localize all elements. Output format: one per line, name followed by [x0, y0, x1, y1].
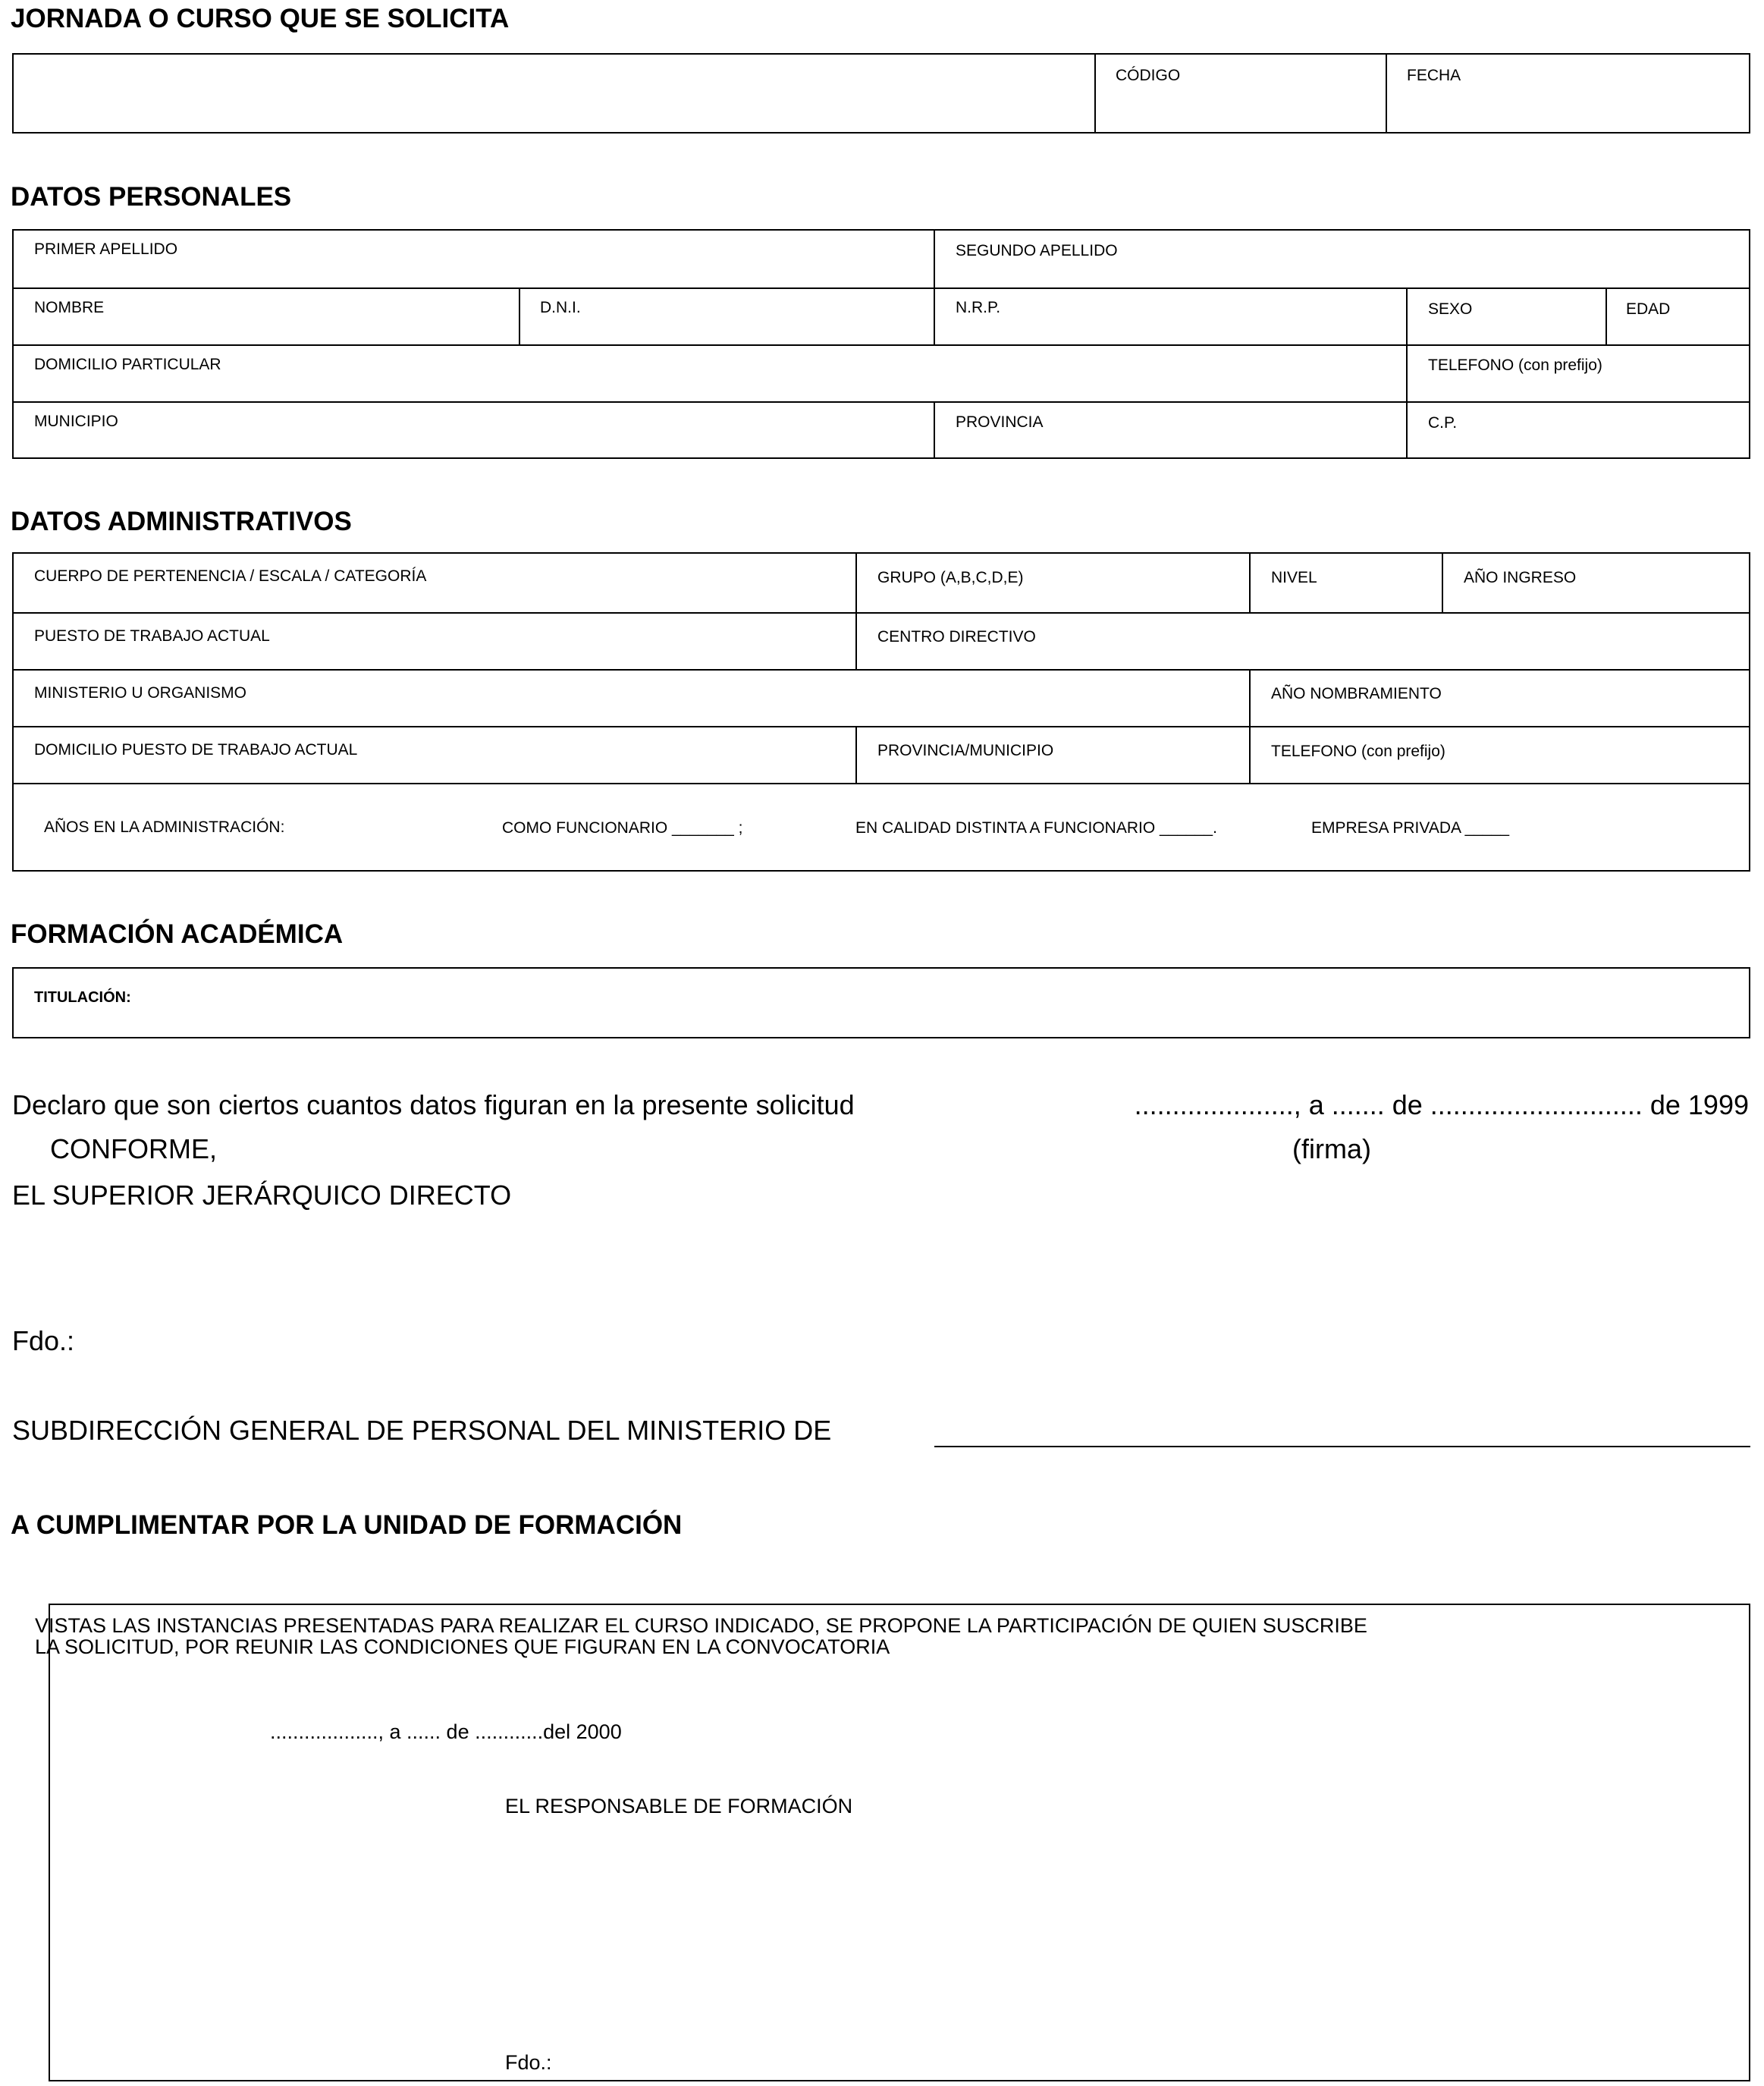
telefono-trabajo-label: TELEFONO (con prefijo)	[1271, 743, 1445, 760]
responsable-formacion-label: EL RESPONSABLE DE FORMACIÓN	[505, 1795, 853, 1817]
dni-label: D.N.I.	[540, 299, 581, 316]
ministerio-field[interactable]	[14, 669, 1249, 726]
nombre-label: NOMBRE	[34, 299, 105, 316]
edad-field[interactable]	[1605, 287, 1749, 344]
titulacion-field[interactable]	[12, 967, 1750, 1038]
codigo-label: CÓDIGO	[1116, 67, 1181, 84]
datos-personales-box	[12, 229, 1750, 459]
ministerio-label: MINISTERIO U ORGANISMO	[34, 684, 247, 702]
curso-field[interactable]	[14, 55, 1094, 132]
ministerio-line[interactable]	[934, 1446, 1750, 1447]
dni-field[interactable]	[519, 287, 934, 344]
municipio-field[interactable]	[14, 401, 934, 457]
grupo-label: GRUPO (A,B,C,D,E)	[877, 569, 1024, 586]
datos-administrativos-box	[12, 552, 1750, 872]
fdo-responsable-label: Fdo.:	[505, 2051, 552, 2074]
jornada-box	[12, 53, 1750, 134]
cuerpo-label: CUERPO DE PERTENENCIA / ESCALA / CATEGORÍA	[34, 567, 427, 585]
cp-label: C.P.	[1428, 414, 1458, 432]
empresa-privada-field[interactable]: EMPRESA PRIVADA _____	[1311, 819, 1510, 837]
unidad-formacion-box	[35, 1604, 1750, 2081]
nombre-field[interactable]	[14, 287, 519, 344]
section-title-formacion: FORMACIÓN ACADÉMICA	[11, 919, 344, 949]
anios-admin-label: AÑOS EN LA ADMINISTRACIÓN:	[44, 818, 285, 836]
superior-jerarquico-text: EL SUPERIOR JERÁRQUICO DIRECTO	[12, 1180, 512, 1211]
section-title-personales: DATOS PERSONALES	[11, 182, 292, 212]
provincia-label: PROVINCIA	[956, 413, 1044, 431]
fdo-superior-label: Fdo.:	[12, 1325, 75, 1356]
section-title-administrativos: DATOS ADMINISTRATIVOS	[11, 507, 352, 536]
nivel-field[interactable]	[1249, 554, 1442, 612]
calidad-distinta-field[interactable]: EN CALIDAD DISTINTA A FUNCIONARIO ______.	[855, 819, 1217, 837]
nrp-label: N.R.P.	[956, 299, 1001, 316]
anio-nombramiento-label: AÑO NOMBRAMIENTO	[1271, 685, 1442, 702]
declaracion-fecha: ....................., a ....... de ............................ de 1999	[1134, 1089, 1749, 1120]
telefono-label: TELEFONO (con prefijo)	[1428, 357, 1602, 374]
municipio-label: MUNICIPIO	[34, 413, 118, 430]
cuerpo-field[interactable]	[14, 554, 855, 612]
unidad-texto-l1: VISTAS LAS INSTANCIAS PRESENTADAS PARA REALIZAR EL CURSO INDICADO, SE PROPONE LA PARTICIPACIÓN DE QUIEN SUSCRIBE	[35, 1614, 1367, 1637]
codigo-field[interactable]	[1094, 55, 1386, 132]
domicilio-puesto-label: DOMICILIO PUESTO DE TRABAJO ACTUAL	[34, 741, 358, 759]
domicilio-field[interactable]	[14, 344, 1406, 401]
anio-ingreso-label: AÑO INGRESO	[1464, 569, 1577, 586]
conforme-text: CONFORME,	[50, 1133, 217, 1164]
nivel-label: NIVEL	[1271, 569, 1317, 586]
provincia-field[interactable]	[934, 401, 1406, 457]
unidad-texto-l2: LA SOLICITUD, POR REUNIR LAS CONDICIONES QUE FIGURAN EN LA CONVOCATORIA	[35, 1635, 890, 1658]
provincia-municipio-label: PROVINCIA/MUNICIPIO	[877, 742, 1054, 759]
anio-nombramiento-field[interactable]	[1249, 669, 1749, 726]
centro-directivo-label: CENTRO DIRECTIVO	[877, 628, 1036, 646]
sexo-label: SEXO	[1428, 300, 1473, 318]
fecha-field[interactable]	[1386, 55, 1749, 132]
puesto-field[interactable]	[14, 612, 855, 669]
subdireccion-text: SUBDIRECCIÓN GENERAL DE PERSONAL DEL MINISTERIO DE	[12, 1415, 832, 1446]
edad-label: EDAD	[1626, 300, 1671, 318]
primer-apellido-field[interactable]	[14, 231, 934, 287]
como-funcionario-field[interactable]: COMO FUNCIONARIO _______ ;	[502, 819, 743, 837]
unidad-fecha: ..................., a ...... de ............del 2000	[270, 1720, 622, 1743]
firma-label: (firma)	[1292, 1133, 1371, 1164]
segundo-apellido-field[interactable]	[934, 231, 1749, 287]
telefono-trabajo-field[interactable]	[1249, 726, 1749, 783]
domicilio-label: DOMICILIO PARTICULAR	[34, 356, 221, 373]
primer-apellido-label: PRIMER APELLIDO	[34, 240, 178, 258]
nrp-field[interactable]	[934, 287, 1406, 344]
anio-ingreso-field[interactable]	[1442, 554, 1749, 612]
declaracion-text: Declaro que son ciertos cuantos datos figuran en la presente solicitud	[12, 1089, 855, 1120]
telefono-field[interactable]	[1406, 344, 1749, 401]
fecha-label: FECHA	[1407, 67, 1461, 84]
section-title-jornada: JORNADA O CURSO QUE SE SOLICITA	[11, 4, 510, 33]
provincia-municipio-field[interactable]	[855, 726, 1249, 783]
titulacion-label: TITULACIÓN:	[34, 989, 131, 1006]
anios-administracion-row	[14, 783, 1749, 870]
puesto-label: PUESTO DE TRABAJO ACTUAL	[34, 627, 270, 645]
segundo-apellido-label: SEGUNDO APELLIDO	[956, 242, 1118, 259]
grupo-field[interactable]	[855, 554, 1249, 612]
domicilio-puesto-field[interactable]	[14, 726, 855, 783]
section-title-unidad: A CUMPLIMENTAR POR LA UNIDAD DE FORMACIÓN	[11, 1510, 683, 1540]
cp-field[interactable]	[1406, 401, 1749, 457]
centro-directivo-field[interactable]	[855, 612, 1749, 669]
sexo-field[interactable]	[1406, 287, 1605, 344]
